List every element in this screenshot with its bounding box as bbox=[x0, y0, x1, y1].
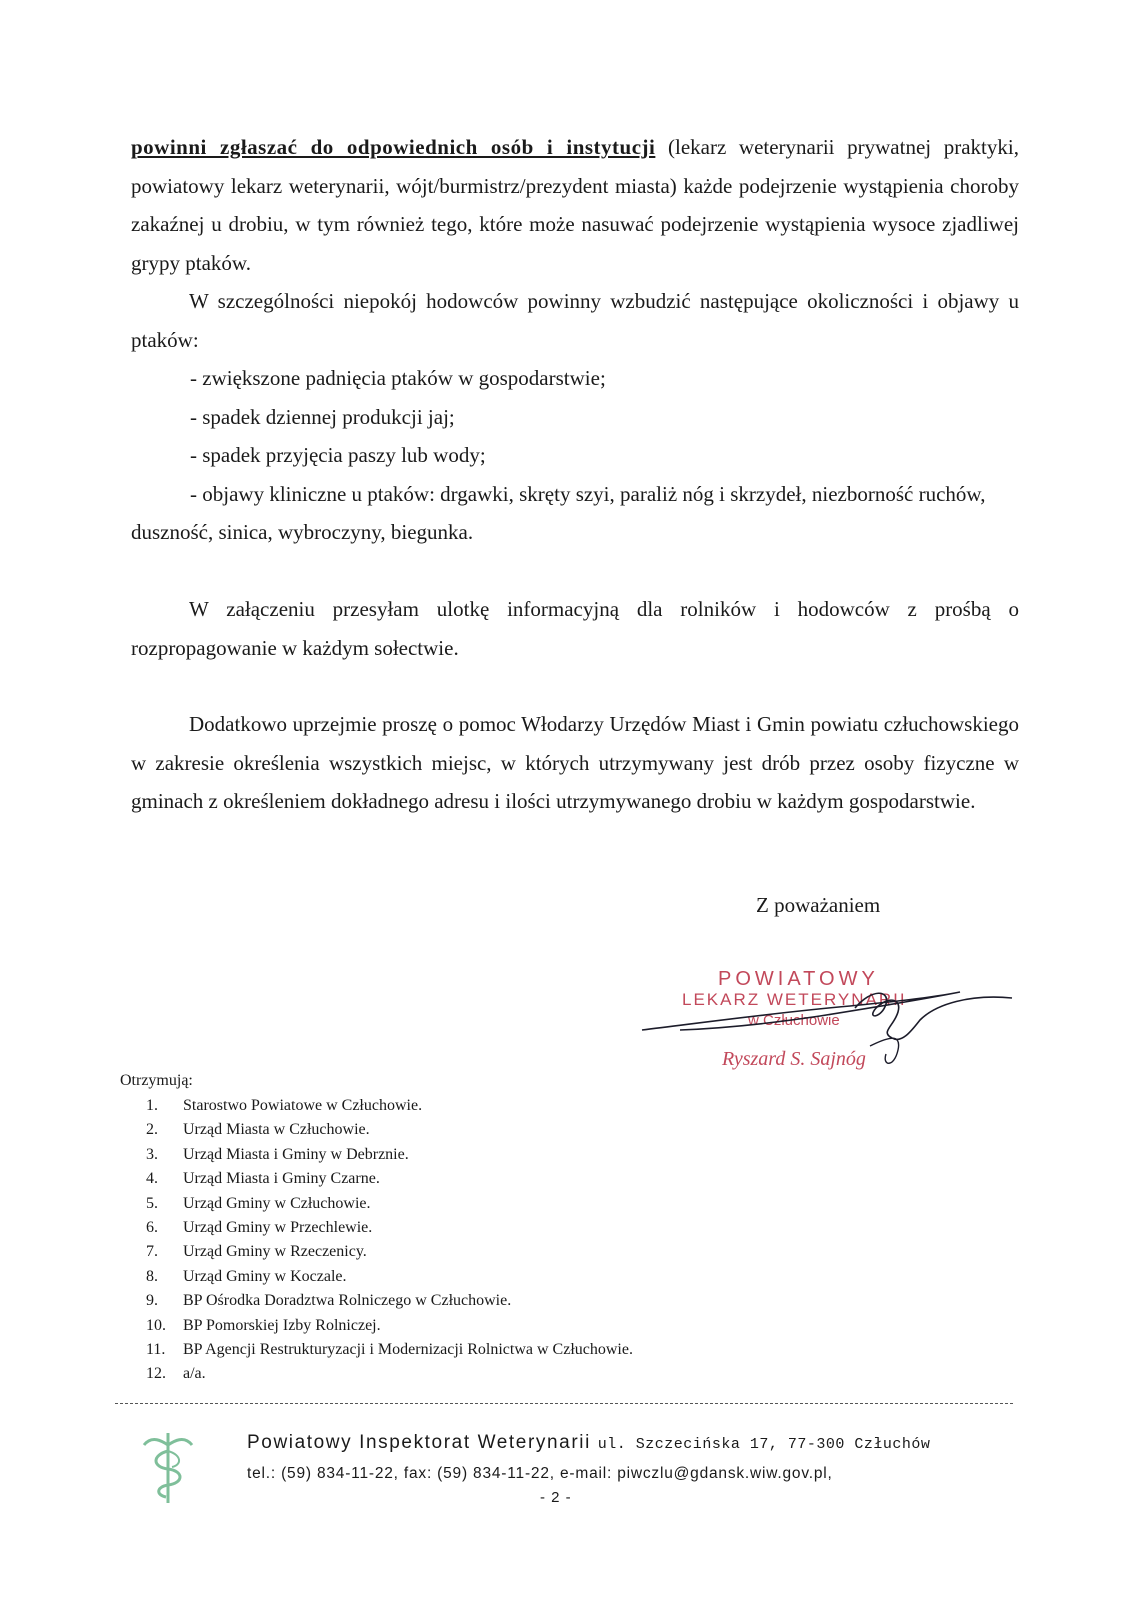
recipient-item bbox=[146, 1143, 633, 1167]
recipient-item bbox=[146, 1289, 633, 1313]
recipient-number: 10. bbox=[146, 1316, 166, 1334]
footer-contact: tel.: (59) 834-11-22, fax: (59) 834-11-22, e-mail: piwczlu@gdansk.wiw.gov.pl, bbox=[247, 1465, 833, 1482]
recipient-number: 5. bbox=[146, 1194, 158, 1212]
recipient-text: Urząd Gminy w Przechlewie. bbox=[183, 1219, 373, 1237]
symptom-item: - zwiększone padnięcia ptaków w gospodarstwie; bbox=[190, 366, 606, 390]
recipient-item bbox=[146, 1362, 633, 1386]
recipient-number: 6. bbox=[146, 1219, 158, 1237]
recipient-number: 1. bbox=[146, 1097, 158, 1114]
recipient-item bbox=[146, 1118, 633, 1142]
intro-paragraph bbox=[131, 128, 1019, 282]
recipient-text: a/a. bbox=[183, 1365, 206, 1383]
recipient-text: Urząd Gminy w Człuchowie. bbox=[183, 1194, 371, 1212]
recipient-text: Starostwo Powiatowe w Człuchowie. bbox=[183, 1097, 423, 1114]
stamp-subtitle: LEKARZ WETERYNARII bbox=[682, 990, 907, 1009]
recipient-text: Urząd Miasta i Gminy Czarne. bbox=[183, 1170, 380, 1188]
caduceus-logo-icon bbox=[138, 1427, 198, 1507]
recipient-number: 8. bbox=[146, 1267, 158, 1285]
intro-underlined: powinni zgłaszać do odpowiednich osób i instytucji bbox=[131, 135, 656, 159]
recipient-number: 7. bbox=[146, 1243, 158, 1261]
recipient-number: 4. bbox=[146, 1170, 158, 1188]
recipient-number: 12. bbox=[146, 1365, 166, 1383]
stamp-name: Ryszard S. Sajnóg bbox=[722, 1048, 866, 1070]
intro-rest: (lekarz weterynarii prywatnej praktyki, powiatowy lekarz weterynarii, wójt/burmistrz/prezydent miasta) każde podejrzenie wystąpienia choroby zakaźnej u drobiu, w tym również tego, które może nasuwać podejrzenie wystąpienia wysoce zjadliwej grypy ptaków. bbox=[131, 135, 1019, 275]
recipient-text: BP Ośrodka Doradztwa Rolniczego w Człuchowie. bbox=[183, 1292, 512, 1310]
recipient-number: 11. bbox=[146, 1341, 166, 1359]
recipient-item bbox=[146, 1265, 633, 1289]
handwritten-signature bbox=[640, 968, 1030, 1088]
recipients-list bbox=[146, 1094, 633, 1387]
stamp-location: w Człuchowie bbox=[748, 1012, 840, 1029]
recipient-number: 9. bbox=[146, 1292, 158, 1310]
recipient-item bbox=[146, 1338, 633, 1362]
recipient-text: Urząd Gminy w Koczale. bbox=[183, 1267, 347, 1285]
recipient-item bbox=[146, 1167, 633, 1191]
footer-organization bbox=[247, 1432, 930, 1454]
recipients-heading: Otrzymują: bbox=[120, 1072, 193, 1089]
recipient-item bbox=[146, 1240, 633, 1264]
footer-org-name: Powiatowy Inspektorat Weterynarii bbox=[247, 1432, 591, 1453]
symptom-item: - spadek przyjęcia paszy lub wody; bbox=[190, 443, 486, 467]
concern-paragraph: W szczególności niepokój hodowców powinny wzbudzić następujące okoliczności i objawy u ptaków: bbox=[131, 289, 1019, 352]
symptom-list bbox=[190, 359, 1020, 513]
attachment-paragraph: W załączeniu przesyłam ulotkę informacyjną dla rolników i hodowców z prośbą o rozpropagowanie w każdym sołectwie. bbox=[131, 597, 1019, 660]
recipient-item bbox=[146, 1192, 633, 1216]
official-stamp bbox=[640, 968, 1030, 1088]
recipient-item bbox=[146, 1094, 633, 1118]
recipient-number: 2. bbox=[146, 1121, 158, 1139]
symptom-item: - objawy kliniczne u ptaków: drgawki, skręty szyi, paraliż nóg i skrzydeł, niezborność ruchów, bbox=[190, 481, 986, 506]
page-number: - 2 - bbox=[540, 1489, 572, 1506]
recipient-item bbox=[146, 1314, 633, 1338]
recipient-text: BP Agencji Restrukturyzacji i Modernizacji Rolnictwa w Człuchowie. bbox=[183, 1341, 633, 1359]
footer-divider bbox=[115, 1403, 1013, 1404]
recipient-item bbox=[146, 1216, 633, 1240]
symptom-item: - spadek dziennej produkcji jaj; bbox=[190, 404, 455, 429]
footer-address: ul. Szczecińska 17, 77-300 Człuchów bbox=[597, 1436, 931, 1453]
recipient-text: BP Pomorskiej Izby Rolniczej. bbox=[183, 1316, 381, 1334]
request-paragraph: Dodatkowo uprzejmie proszę o pomoc Włodarzy Urzędów Miast i Gmin powiatu człuchowskiego w zakresie określenia wszystkich miejsc, w których utrzymywany jest drób przez osoby fizyczne w gminach z określeniem dokładnego adresu i ilości utrzymywanego drobiu w każdym gospodarstwie. bbox=[131, 712, 1019, 813]
recipient-number: 3. bbox=[146, 1145, 158, 1163]
stamp-title: POWIATOWY bbox=[718, 968, 879, 990]
symptom-continuation: duszność, sinica, wybroczyny, biegunka. bbox=[131, 520, 474, 544]
recipient-text: Urząd Gminy w Rzeczenicy. bbox=[183, 1243, 367, 1261]
recipient-text: Urząd Miasta i Gminy w Debrznie. bbox=[183, 1145, 409, 1163]
closing-salutation: Z poważaniem bbox=[756, 893, 881, 917]
recipient-text: Urząd Miasta w Człuchowie. bbox=[183, 1121, 370, 1139]
